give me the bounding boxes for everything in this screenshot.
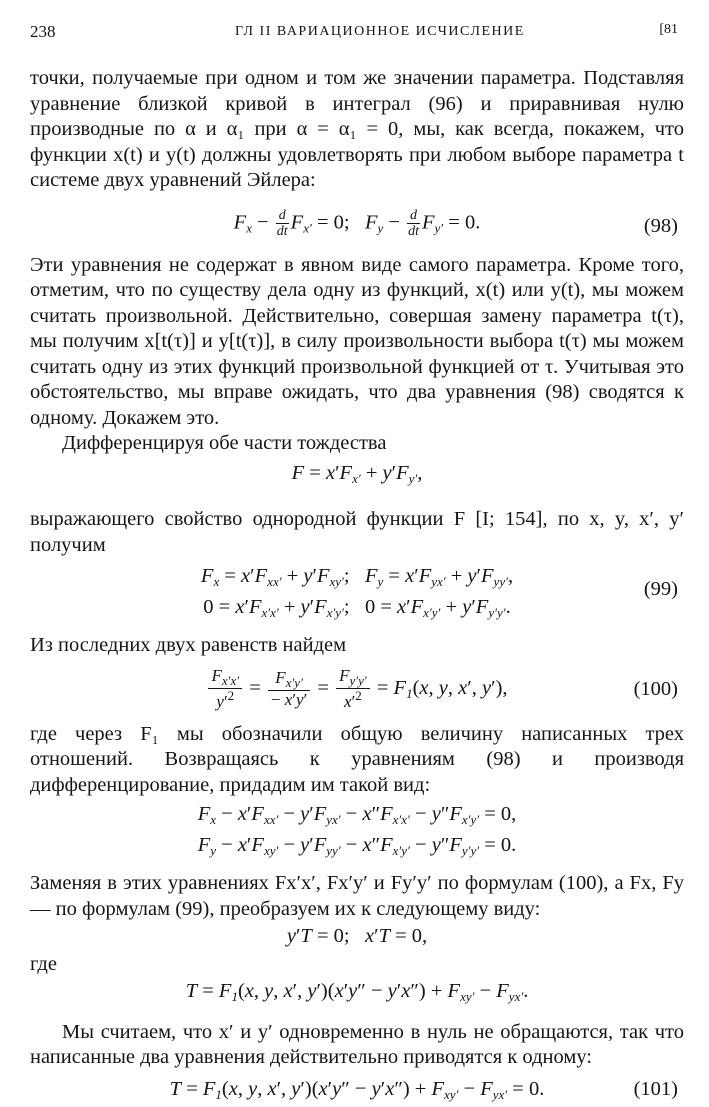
equation-number-100: (100) <box>633 677 678 700</box>
book-page <box>30 16 684 1107</box>
identity-equation: $F = x'F_{x'} + y'F_{y'}$, <box>291 461 423 486</box>
page-body <box>30 66 684 1107</box>
expanded-equations: $F_x - x'F_{xx'} - y'F_{yx'} - x''F_{x'x'} - y''F_{x'y'} = 0$, $F_y - x'F_{xy'} - y'F_{yy'} - x''F_{x'y'} - y''F_{y'y'} = 0$. <box>197 803 517 858</box>
paragraph-7: Заменяя в этих уравнениях Fx′x′, Fx′y′ и Fy′y′ по формулам (100), а Fx, Fy — по формулам (99), преобразуем их к следующему виду: <box>30 872 684 920</box>
paragraph-3: Дифференцируя обе части тождества <box>62 432 387 455</box>
transformed-equations: y′T = 0; x′T = 0, <box>286 925 428 948</box>
paragraph-5: Из последних двух равенств найдем <box>30 634 347 657</box>
paragraph-8: где <box>30 952 57 975</box>
equation-100: $\frac{F_{x'x'}}{y'^2}$ = $\frac{F_{x'y'}}{- x'y'}$ = $\frac{F_{y'y'}}{x'^2}$ = $F_1(x$, y, x′, y′), (100) <box>30 667 684 712</box>
equation-101: $T = F_1(x$, y, x′, $y')(x'y'' - y'x'') + F_{xy'} - F_{yx'} = 0$. (101) <box>169 1077 678 1102</box>
chapter-title: ГЛ II ВАРИАЦИОННОЕ ИСЧИСЛЕНИЕ <box>235 24 525 39</box>
equation-98: $F_x$ − $\frac{d}{dt}$ $F_{x'} = 0$; $F_y$ − $\frac{d}{dt}$ $F_{y'} = 0$. (98) <box>233 207 678 239</box>
equation-number-98: (98) <box>643 214 678 237</box>
paragraph-4: выражающего свойство однородной функции F [I; 154], по x, y, x′, y′ получим <box>30 508 684 556</box>
paragraph-2: Эти уравнения не содержат в явном виде самого параметра. Кроме того, отметим, что по существу дела одну из функций, x(t) или y(t), мы можем считать произвольной. Действительно, совершая замену параметра t(τ), мы получим x[t(τ)] и y[t(τ)], в силу произвольности выбора t(τ) мы можем считать одну из этих функций произвольной функцией от τ. Учитывая это обстоятельство, мы вправе ожидать, что два уравнения (98) сводятся к одному. Докажем это. <box>30 253 684 429</box>
paragraph-6: где через F₁ мы обозначили общую величину написанных трех отношений. Возвращаясь к уравнениям (98) и производя дифференцирование, придадим им такой вид: <box>30 722 684 796</box>
equation-number-99: (99) <box>643 578 678 601</box>
page-number: 238 <box>30 22 56 41</box>
paragraph-1: точки, получаемые при одном и том же значении параметра. Подставляя уравнение близкой кривой в интеграл (96) и приравнивая нулю производные по α и α₁ при α = α₁ = 0, мы, как всегда, покажем, что функции x(t) и y(t) должны удовлетворять при любом выборе параметра t системе двух уравнений Эйлера: <box>30 67 684 191</box>
running-header <box>30 16 684 42</box>
equation-number-101: (101) <box>633 1077 678 1100</box>
T-definition: $T = F_1(x$, y, x′, $y')(x'y'' - y'x'') + F_{xy'} - F_{yx'}$. <box>185 980 529 1005</box>
section-number: [81 <box>659 22 678 37</box>
paragraph-9: Мы считаем, что x′ и y′ одновременно в нуль не обращаются, так что написанные два уравнения действительно приводятся к одному: <box>30 1020 684 1069</box>
equation-99: $F_x = x'F_{xx'} + y'F_{xy'}$; $F_y = x'F_{yx'} + y'F_{yy'}$, $0 = x'F_{x'x'} + y'F_{x'y'}$; $0 = x'F_{x'y'} + y'F_{y'y'}$. (99) <box>200 565 678 620</box>
